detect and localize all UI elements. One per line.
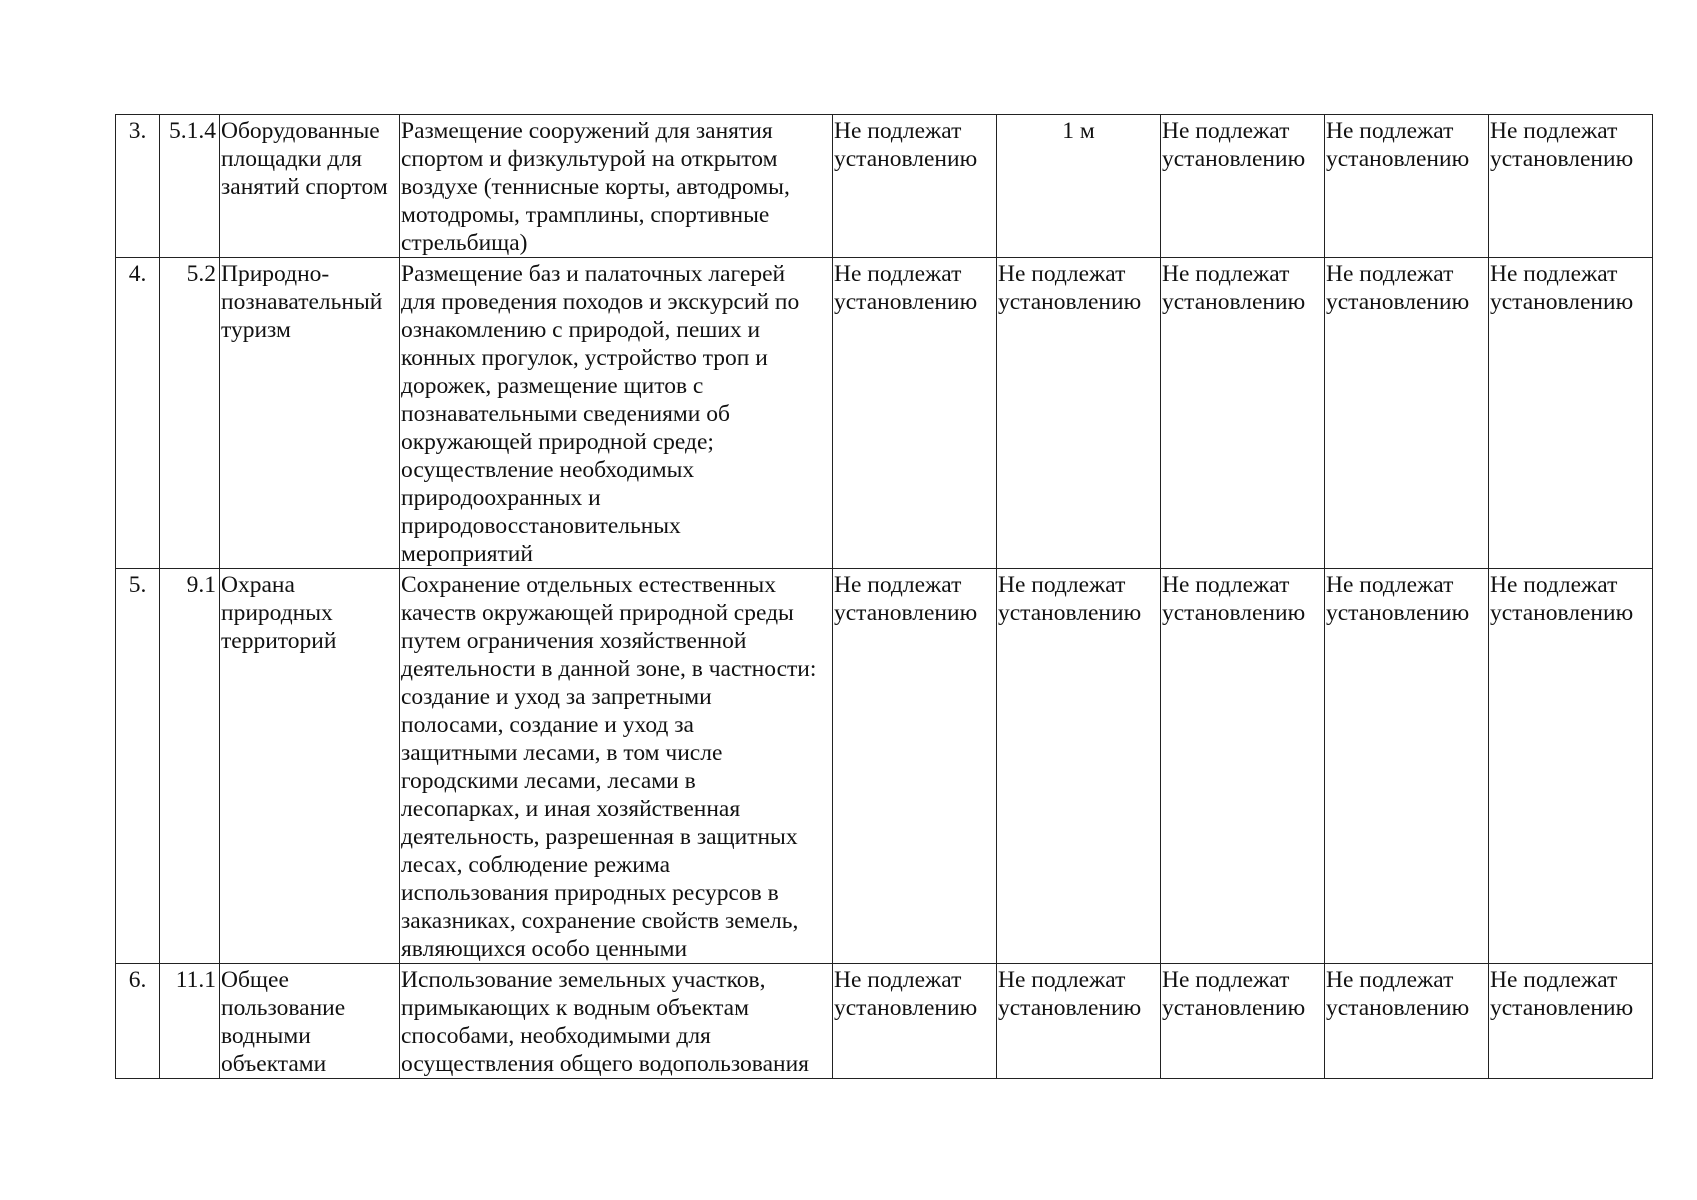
use-description: Размещение сооружений для занятия спортом и физкультурой на открытом воздухе (теннисные корты, автодромы, мотодромы, трамплины, спортивные стрельбища) — [400, 115, 833, 258]
regulations-table — [115, 114, 1653, 1079]
row-number: 3. — [116, 115, 160, 258]
row-number: 5. — [116, 569, 160, 964]
row-number: 4. — [116, 258, 160, 569]
use-description: Размещение баз и палаточных лагерей для проведения походов и экскурсий по ознакомлению с природой, пеших и конных прогулок, устройство троп и дорожек, размещение щитов с познавательными сведениями об окружающей природной среде; осуществление необходимых природоохранных и природовосстановительных мероприятий — [400, 258, 833, 569]
use-name: Оборудованные площадки для занятий спортом — [220, 115, 400, 258]
parameter-cell: Не подлежат установлению — [997, 258, 1161, 569]
parameter-cell: Не подлежат установлению — [1161, 964, 1325, 1079]
parameter-cell: Не подлежат установлению — [1489, 964, 1653, 1079]
parameter-cell: Не подлежат установлению — [833, 569, 997, 964]
table-row — [116, 569, 1653, 964]
use-code: 9.1 — [160, 569, 220, 964]
parameter-cell: Не подлежат установлению — [1325, 964, 1489, 1079]
row-number: 6. — [116, 964, 160, 1079]
use-name: Общее пользование водными объектами — [220, 964, 400, 1079]
parameter-cell: Не подлежат установлению — [1489, 258, 1653, 569]
parameter-cell: Не подлежат установлению — [1161, 258, 1325, 569]
use-description: Сохранение отдельных естественных качеств окружающей природной среды путем ограничения хозяйственной деятельности в данной зоне, в частности: создание и уход за запретными полосами, создание и уход за защитными лесами, в том числе городскими лесами, лесами в лесопарках, и иная хозяйственная деятельность, разрешенная в защитных лесах, соблюдение режима использования природных ресурсов в заказниках, сохранение свойств земель, являющихся особо ценными — [400, 569, 833, 964]
parameter-cell: Не подлежат установлению — [1489, 569, 1653, 964]
parameter-cell: Не подлежат установлению — [1325, 569, 1489, 964]
use-code: 5.1.4 — [160, 115, 220, 258]
parameter-cell: Не подлежат установлению — [1489, 115, 1653, 258]
parameter-cell: Не подлежат установлению — [1325, 115, 1489, 258]
parameter-cell: Не подлежат установлению — [833, 964, 997, 1079]
parameter-cell: Не подлежат установлению — [833, 115, 997, 258]
parameter-cell: Не подлежат установлению — [997, 964, 1161, 1079]
use-name: Охрана природных территорий — [220, 569, 400, 964]
table-row — [116, 964, 1653, 1079]
use-code: 5.2 — [160, 258, 220, 569]
parameter-cell: Не подлежат установлению — [1161, 115, 1325, 258]
use-description: Использование земельных участков, примыкающих к водным объектам способами, необходимыми для осуществления общего водопользования — [400, 964, 833, 1079]
parameter-cell: 1 м — [997, 115, 1161, 258]
table-row — [116, 115, 1653, 258]
parameter-cell: Не подлежат установлению — [997, 569, 1161, 964]
parameter-cell: Не подлежат установлению — [1161, 569, 1325, 964]
use-code: 11.1 — [160, 964, 220, 1079]
table-row — [116, 258, 1653, 569]
use-name: Природно- познавательный туризм — [220, 258, 400, 569]
parameter-cell: Не подлежат установлению — [1325, 258, 1489, 569]
parameter-cell: Не подлежат установлению — [833, 258, 997, 569]
